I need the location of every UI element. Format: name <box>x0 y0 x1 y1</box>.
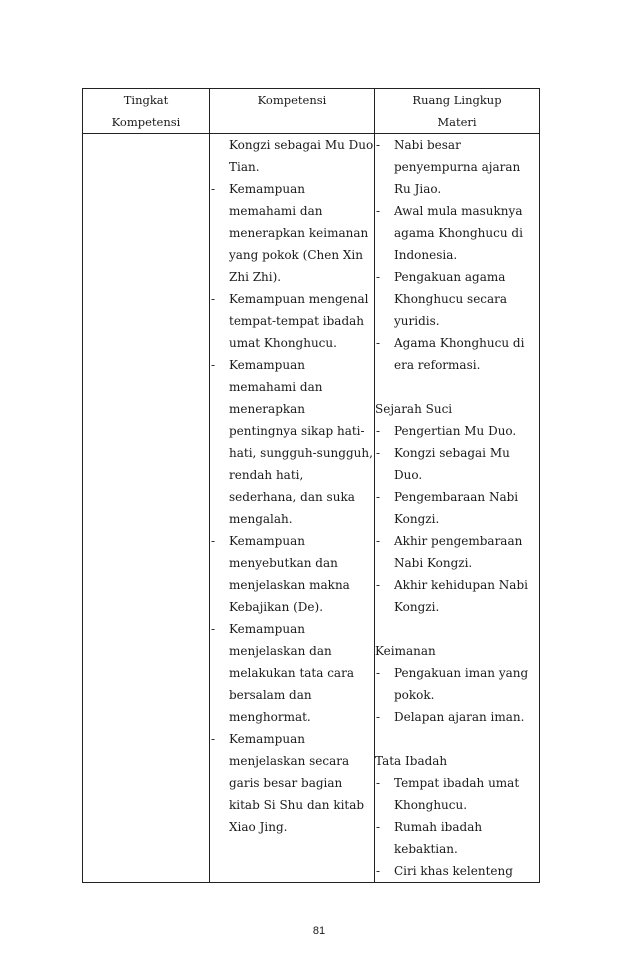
kompetensi-continuation: Kongzi sebagai Mu Duo Tian. <box>229 138 374 174</box>
list-item: - Kemampuan mengenal tempat-tempat ibadah umat Khonghucu. <box>210 288 374 354</box>
header-col3-line2: Materi <box>437 115 477 129</box>
list-item: - Pengakuan agama Khonghucu secara yuridis. <box>375 266 539 332</box>
list-item: - Delapan ajaran iman. <box>375 706 539 728</box>
header-col3-line1: Ruang Lingkup <box>412 93 502 107</box>
list-item: - Kongzi sebagai Mu Duo. <box>375 442 539 486</box>
table-body-row <box>83 134 540 883</box>
sejarah-suci-list <box>375 420 539 618</box>
section-title-sejarah-suci: Sejarah Suci <box>375 402 453 416</box>
list-item: - Pengakuan iman yang pokok. <box>375 662 539 706</box>
header-tingkat-kompetensi <box>83 89 210 134</box>
list-item: - Kemampuan memahami dan menerapkan keimanan yang pokok (Chen Xin Zhi Zhi). <box>210 178 374 288</box>
materi-intro-list <box>375 134 539 376</box>
page-number: 81 <box>312 925 326 937</box>
list-item: - Akhir pengembaraan Nabi Kongzi. <box>375 530 539 574</box>
cell-tingkat-kompetensi <box>83 134 210 883</box>
list-item: - Kemampuan menyebutkan dan menjelaskan makna Kebajikan (De). <box>210 530 374 618</box>
list-item: - Pengembaraan Nabi Kongzi. <box>375 486 539 530</box>
section-title-tata-ibadah: Tata Ibadah <box>375 754 448 768</box>
table-header-row <box>83 89 540 134</box>
list-item: - Kemampuan menjelaskan dan melakukan tata cara bersalam dan menghormat. <box>210 618 374 728</box>
list-item: - Ciri khas kelenteng <box>375 860 539 882</box>
tata-ibadah-list <box>375 772 539 882</box>
competency-table <box>82 88 540 883</box>
list-item: - Rumah ibadah kebaktian. <box>375 816 539 860</box>
section-title-keimanan: Keimanan <box>375 644 436 658</box>
list-item: - Kemampuan menjelaskan secara garis besar bagian kitab Si Shu dan kitab Xiao Jing. <box>210 728 374 838</box>
keimanan-list <box>375 662 539 728</box>
list-item: - Awal mula masuknya agama Khonghucu di Indonesia. <box>375 200 539 266</box>
list-item: - Akhir kehidupan Nabi Kongzi. <box>375 574 539 618</box>
cell-kompetensi <box>210 134 375 883</box>
list-item: - Tempat ibadah umat Khonghucu. <box>375 772 539 816</box>
header-col1-line1: Tingkat <box>123 93 169 107</box>
kompetensi-list <box>210 178 374 838</box>
list-item: - Nabi besar penyempurna ajaran Ru Jiao. <box>375 134 539 200</box>
list-item: - Kemampuan memahami dan menerapkan pentingnya sikap hati-hati, sungguh-sungguh, rendah hati, sederhana, dan suka mengalah. <box>210 354 374 530</box>
header-col1-line2: Kompetensi <box>111 115 181 129</box>
list-item: - Agama Khonghucu di era reformasi. <box>375 332 539 376</box>
cell-ruang-lingkup <box>375 134 540 883</box>
header-ruang-lingkup-materi <box>375 89 540 134</box>
list-item: - Pengertian Mu Duo. <box>375 420 539 442</box>
header-kompetensi: Kompetensi <box>210 89 375 134</box>
